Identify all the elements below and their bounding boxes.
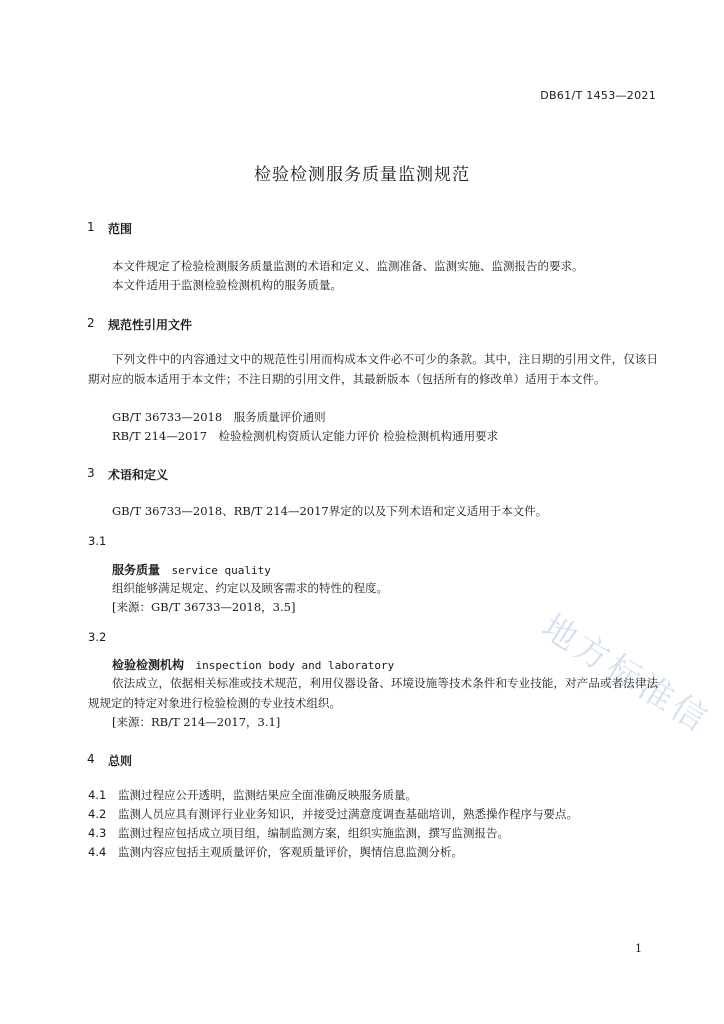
reference-2: RB/T 214—2017 检验检测机构资质认定能力评价 检验检测机构通用要求 [112,429,499,443]
clause-number: 4.2 [88,807,107,821]
clause-text: 监测过程应公开透明，监测结果应全面准确反映服务质量。 [118,788,417,802]
section-2-paragraph: 下列文件中的内容通过文中的规范性引用而构成本文件必不可少的条款。其中，注日期的引用文件，仅该日期对应的版本适用于本文件；不注日期的引用文件，其最新版本（包括所有的修改单）适用于本文件。 [88,352,658,386]
section-2-heading: 规范性引用文件 [108,318,193,332]
section-4-heading: 总则 [108,754,133,768]
term-3-2-cn: 检验检测机构 [112,658,185,672]
clause-number: 4.4 [88,845,107,859]
section-3-intro: GB/T 36733—2018、RB/T 214—2017界定的以及下列术语和定义适用于本文件。 [112,504,548,518]
term-3-1-definition: 组织能够满足规定、约定以及顾客需求的特性的程度。 [112,581,388,595]
term-3-1-en: service quality [171,564,271,577]
clause-text: 监测过程应包括成立项目组，编制监测方案，组织实施监测，撰写监测报告。 [118,826,509,840]
section-1-number: 1 [87,220,95,234]
clause-item [88,825,509,841]
clause-number: 4.3 [88,826,107,840]
section-1-line-2: 本文件适用于监测检验检测机构的服务质量。 [112,278,342,292]
section-1-line-1: 本文件规定了检验检测服务质量监测的术语和定义、监测准备、监测实施、监测报告的要求。 [112,259,584,273]
clause-text: 监测人员应具有测评行业业务知识，并接受过满意度调查基础培训，熟悉操作程序与要点。 [118,807,578,821]
term-3-2-source: [来源：RB/T 214—2017，3.1] [112,715,281,729]
clause-item [88,787,417,803]
term-3-2-definition: 依法成立，依据相关标准或技术规范，利用仪器设备、环境设施等技术条件和专业技能，对产品或者法律法规规定的特定对象进行检验检测的专业技术组织。 [88,676,658,710]
section-1-heading: 范围 [108,222,133,236]
term-3-1-title [112,561,271,580]
standard-code: DB61/T 1453—2021 [540,89,656,102]
section-2-number: 2 [87,316,95,330]
section-4-number: 4 [87,752,95,766]
clause-text: 监测内容应包括主观质量评价，客观质量评价，舆情信息监测分析。 [118,845,463,859]
clause-item [88,806,578,822]
clause-number: 4.1 [88,788,107,802]
clause-item [88,844,463,860]
term-3-2-title [112,656,394,675]
term-3-1-source: [来源：GB/T 36733—2018，3.5] [112,600,296,614]
term-3-2-en: inspection body and laboratory [195,659,395,672]
section-3-number: 3 [87,466,95,480]
document-title: 检验检测服务质量监测规范 [254,165,470,185]
term-3-1-number: 3.1 [88,534,107,548]
page-number: 1 [635,942,642,955]
reference-1: GB/T 36733—2018 服务质量评价通则 [112,410,326,424]
term-3-2-number: 3.2 [88,630,107,644]
section-3-heading: 术语和定义 [108,468,169,482]
term-3-1-cn: 服务质量 [112,563,161,577]
watermark: 地方标准信 [534,606,717,742]
